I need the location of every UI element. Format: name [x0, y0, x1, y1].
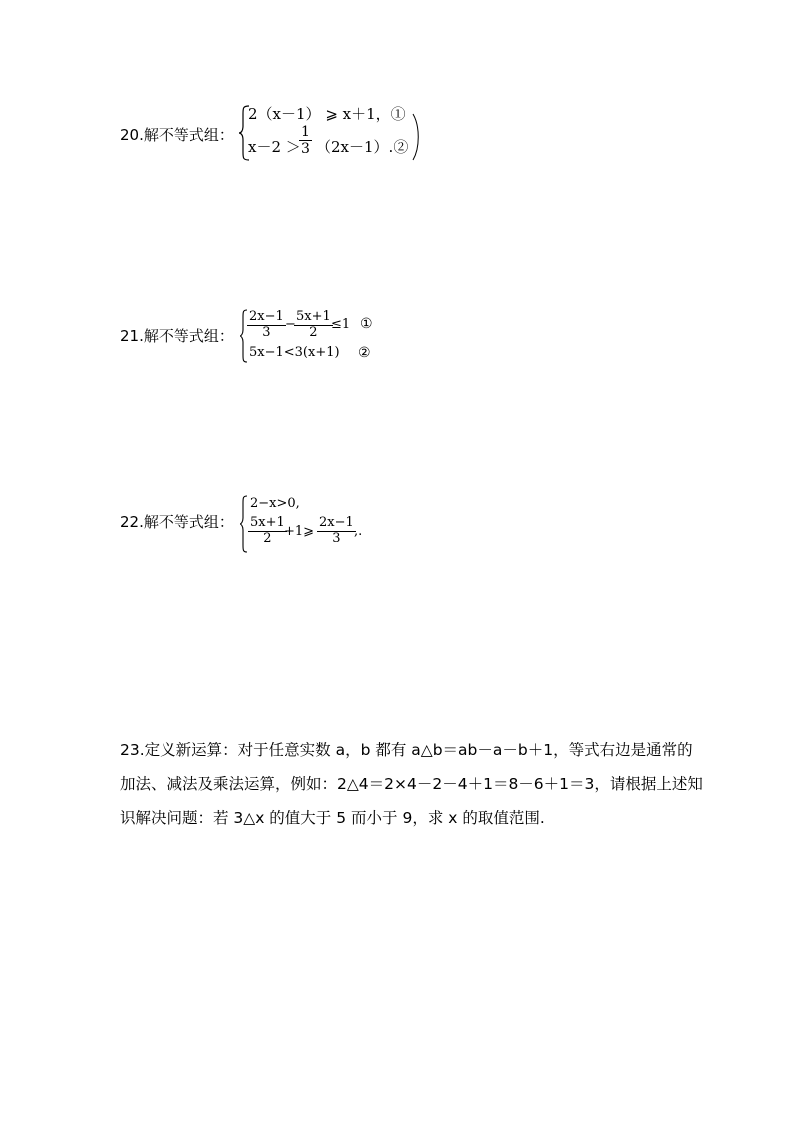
q20-fraction: [299, 124, 312, 157]
q22-f1-den: 2: [263, 530, 272, 546]
q21-minus: −: [285, 317, 296, 332]
question-23: [120, 733, 703, 835]
q21-f2-den: 2: [309, 324, 318, 340]
q21-f1-num: 2x−1: [249, 309, 284, 324]
q21-mark-2: ②: [358, 345, 371, 361]
q23-line-2: 加法、减法及乘法运算，例如：2△4＝2×4－2－4＋1＝8－6＋1＝3，请根据上述知: [120, 775, 703, 793]
q20-frac-den: 3: [301, 141, 310, 158]
q22-fraction-2: [317, 516, 356, 547]
q21-f2-num: 5x+1: [296, 309, 331, 324]
q21-inequality-2: 5x−1<3(x+1): [249, 345, 340, 360]
q21-mark-1: ①: [360, 316, 373, 332]
q20-frac-num: 1: [301, 124, 310, 140]
q22-f1-num: 5x+1: [250, 515, 285, 530]
q21-fraction-1: [247, 310, 286, 341]
q21-f1-den: 3: [262, 324, 271, 340]
question-20-label: 20.解不等式组：: [120, 126, 234, 144]
q20-inequality-2a: x－2 ＞: [248, 138, 301, 156]
right-paren-icon: [410, 112, 424, 162]
q22-f2-num: 2x−1: [319, 515, 354, 530]
question-22-label: 22.解不等式组：: [120, 513, 234, 531]
q22-end: ,.: [354, 524, 363, 539]
q21-fraction-2: [294, 310, 333, 341]
q22-fraction-1: [248, 516, 287, 547]
q20-inequality-1: 2（x－1） ⩾ x＋1，①: [248, 105, 406, 123]
q23-line-1: 23.定义新运算：对于任意实数 a，b 都有 a△b＝ab－a－b＋1，等式右边是通常的: [120, 741, 693, 759]
question-21-label: 21.解不等式组：: [120, 327, 234, 345]
q22-inequality-1: 2−x>0,: [250, 496, 300, 511]
q23-line-3: 识解决问题：若 3△x 的值大于 5 而小于 9，求 x 的取值范围.: [120, 809, 545, 827]
q20-inequality-2b: （2x－1）.②: [316, 138, 409, 156]
q22-plus-ge: +1⩾: [284, 524, 315, 539]
q22-f2-den: 3: [332, 530, 341, 546]
q21-le-1: ≤1: [331, 317, 351, 332]
